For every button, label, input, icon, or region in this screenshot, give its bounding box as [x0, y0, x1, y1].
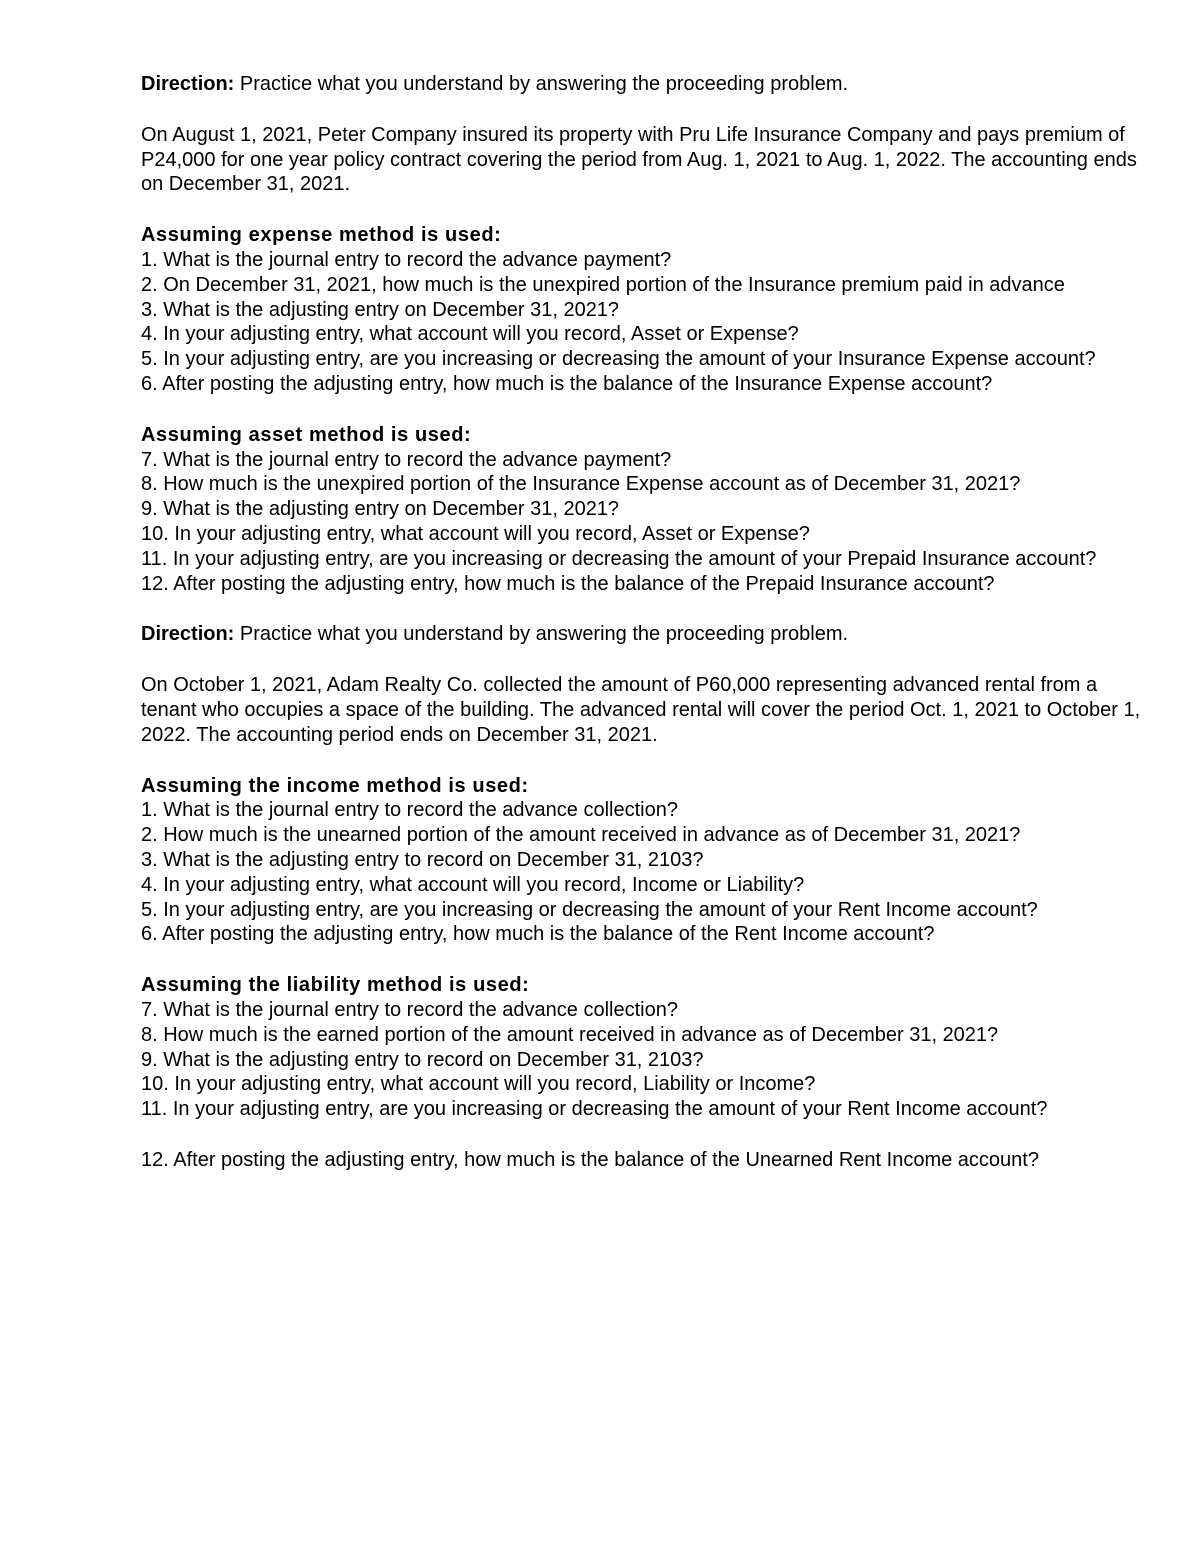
question-item: 8. How much is the unexpired portion of the Insurance Expense account as of December 31, 2021?: [141, 473, 1021, 496]
question-item: 7. What is the journal entry to record the advance payment?: [141, 448, 672, 471]
problem-paragraph-2: On October 1, 2021, Adam Realty Co. collected the amount of P60,000 representing advanced rental from a tenant who occupies a space of the building. The advanced rental will cover the period Oct. 1, 2021 to October 1, 2022. The accounting period ends on December 31, 2021.: [141, 674, 1141, 746]
question-item: 4. In your adjusting entry, what account will you record, Income or Liability?: [141, 873, 805, 896]
question-item: 1. What is the journal entry to record the advance payment?: [141, 248, 672, 271]
direction-line-1: [141, 72, 1141, 97]
question-item: 3. What is the adjusting entry on December 31, 2021?: [141, 298, 620, 321]
question-item: 2. On December 31, 2021, how much is the unexpired portion of the Insurance premium paid in advance: [141, 273, 1065, 296]
document-page: [141, 72, 1141, 1173]
question-item: 11. In your adjusting entry, are you increasing or decreasing the amount of your Prepaid Insurance account?: [141, 547, 1097, 570]
spacer: [141, 197, 1141, 223]
spacer: [141, 97, 1141, 123]
expense-method-heading: Assuming expense method is used:: [141, 224, 502, 247]
spacer: [141, 748, 1141, 774]
direction-line-2: [141, 622, 1141, 647]
direction-label: Direction:: [141, 73, 235, 95]
problem-paragraph-1: On August 1, 2021, Peter Company insured its property with Pru Life Insurance Company and pays premium of P24,000 for one year policy contract covering the period from Aug. 1, 2021 to Aug. 1, 2022. The accounting ends on December 31, 2021.: [141, 123, 1137, 196]
question-item: 10. In your adjusting entry, what account will you record, Asset or Expense?: [141, 522, 810, 545]
spacer: [141, 1122, 1141, 1148]
direction-text: Practice what you understand by answering the proceeding problem.: [234, 623, 849, 646]
question-item: 5. In your adjusting entry, are you increasing or decreasing the amount of your Rent Income account?: [141, 898, 1038, 921]
liability-method-heading: Assuming the liability method is used:: [141, 974, 530, 997]
question-item: 9. What is the adjusting entry to record on December 31, 2103?: [141, 1048, 704, 1071]
question-item: 7. What is the journal entry to record the advance collection?: [141, 998, 678, 1021]
question-item: 5. In your adjusting entry, are you increasing or decreasing the amount of your Insurance Expense account?: [141, 348, 1096, 371]
question-item: 9. What is the adjusting entry on December 31, 2021?: [141, 498, 620, 521]
question-item: 10. In your adjusting entry, what account will you record, Liability or Income?: [141, 1073, 816, 1096]
question-item: 3. What is the adjusting entry to record on December 31, 2103?: [141, 848, 704, 871]
spacer: [141, 947, 1141, 973]
question-item: 4. In your adjusting entry, what account will you record, Asset or Expense?: [141, 323, 799, 346]
question-item: 1. What is the journal entry to record the advance collection?: [141, 799, 678, 822]
income-method-heading: Assuming the income method is used:: [141, 774, 529, 797]
question-item: 8. How much is the earned portion of the amount received in advance as of December 31, 2021?: [141, 1023, 999, 1046]
question-item: 6. After posting the adjusting entry, how much is the balance of the Rent Income account?: [141, 923, 935, 946]
direction-label: Direction:: [141, 623, 235, 646]
question-item: 12. After posting the adjusting entry, how much is the balance of the Unearned Rent Income account?: [141, 1148, 1039, 1171]
spacer: [141, 596, 1141, 622]
question-item: 12. After posting the adjusting entry, how much is the balance of the Prepaid Insurance account?: [141, 572, 995, 595]
question-item: 2. How much is the unearned portion of the amount received in advance as of December 31, 2021?: [141, 824, 1021, 847]
spacer: [141, 397, 1141, 423]
direction-text: Practice what you understand by answering the proceeding problem.: [234, 73, 849, 95]
asset-method-heading: Assuming asset method is used:: [141, 423, 472, 446]
spacer: [141, 647, 1141, 673]
question-item: 6. After posting the adjusting entry, how much is the balance of the Insurance Expense account?: [141, 372, 993, 395]
question-item: 11. In your adjusting entry, are you increasing or decreasing the amount of your Rent Income account?: [141, 1098, 1048, 1121]
